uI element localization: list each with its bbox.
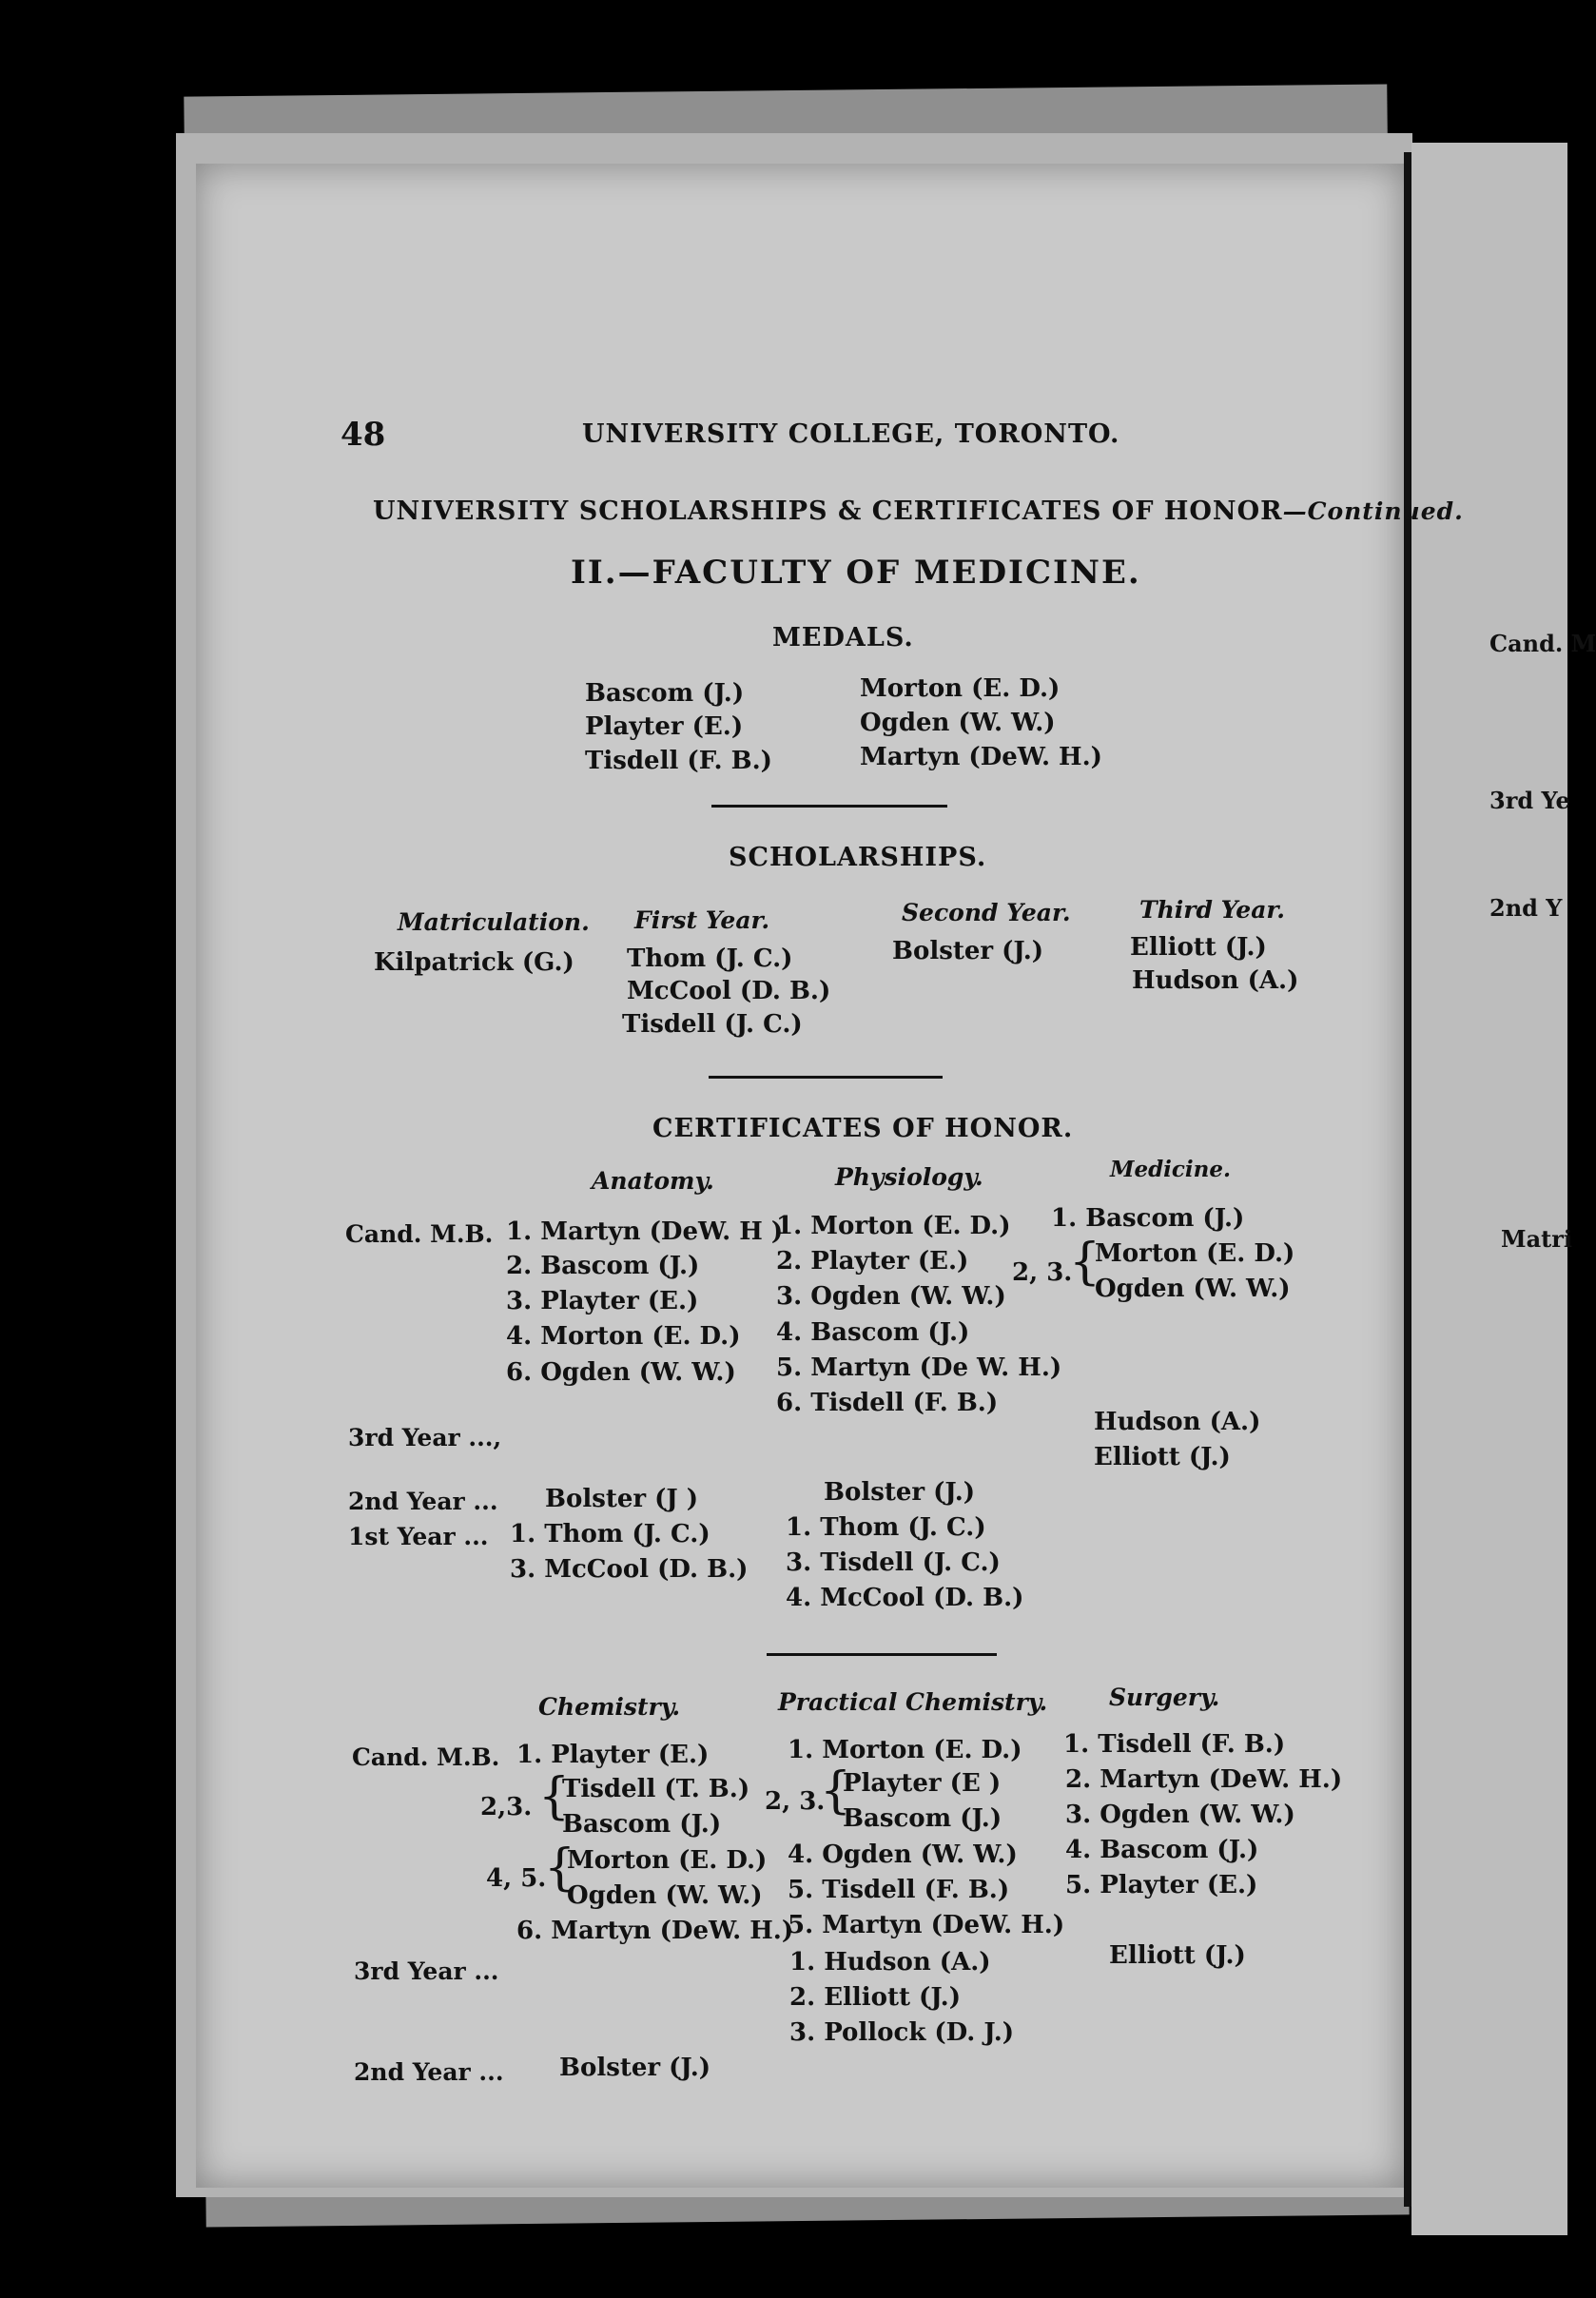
anatomy-entry: 3. McCool (D. B.)	[510, 1555, 749, 1584]
anatomy-entry: Bolster (J )	[545, 1485, 699, 1513]
anatomy-entry: 2. Bascom (J.)	[506, 1252, 700, 1280]
section-title	[373, 498, 1464, 524]
second-year-label: Second Year.	[902, 899, 1071, 926]
subject-surgery: Surgery.	[1109, 1684, 1220, 1711]
physiology-entry: 1. Morton (E. D.)	[776, 1212, 1011, 1240]
adjacent-page-fragment: 2nd Y	[1489, 894, 1563, 922]
chemistry-entry: 1. Playter (E.)	[516, 1741, 710, 1769]
scholar-name: McCool (D. B.)	[627, 977, 831, 1005]
bracket-brace: {	[544, 1840, 576, 1897]
row-label-cand-mb: Cand. M.B.	[345, 1220, 494, 1248]
chemistry-entry: Ogden (W. W.)	[567, 1881, 763, 1910]
surgery-entry: 2. Martyn (DeW. H.)	[1065, 1765, 1343, 1794]
surgery-entry: 1. Tisdell (F. B.)	[1063, 1730, 1286, 1759]
medals-heading: MEDALS.	[772, 623, 914, 652]
physiology-entry: 1. Thom (J. C.)	[786, 1513, 986, 1542]
medicine-entry: Ogden (W. W.)	[1095, 1275, 1291, 1303]
physiology-entry: 4. McCool (D. B.)	[786, 1584, 1024, 1612]
anatomy-entry: 6. Ogden (W. W.)	[506, 1358, 736, 1387]
book-gutter	[1404, 152, 1411, 2207]
adjacent-page	[1411, 143, 1567, 2235]
physiology-entry: 6. Tisdell (F. B.)	[776, 1389, 999, 1417]
medicine-entry: Morton (E. D.)	[1095, 1239, 1295, 1268]
surgery-entry: 4. Bascom (J.)	[1065, 1836, 1259, 1864]
adjacent-page-fragment: Cand. M	[1489, 630, 1596, 657]
subject-physiology: Physiology.	[835, 1163, 983, 1191]
physiology-entry: 3. Ogden (W. W.)	[776, 1282, 1006, 1311]
page-number: 48	[341, 416, 386, 454]
practical-chemistry-entry: Playter (E )	[843, 1769, 1002, 1798]
physiology-entry: 4. Bascom (J.)	[776, 1318, 970, 1347]
scholarships-heading: SCHOLARSHIPS.	[729, 843, 987, 872]
practical-chemistry-entry: 4. Ogden (W. W.)	[788, 1840, 1018, 1869]
chemistry-entry: Bascom (J.)	[562, 1810, 722, 1839]
chemistry-entry: Tisdell (T. B.)	[562, 1775, 750, 1803]
medicine-tie-label: 2, 3.	[1012, 1258, 1073, 1287]
physiology-entry: 5. Martyn (De W. H.)	[776, 1353, 1062, 1382]
medicine-entry: Hudson (A.)	[1094, 1408, 1261, 1436]
scholar-name: Thom (J. C.)	[627, 945, 793, 973]
chemistry-tie-label: 4, 5.	[486, 1864, 547, 1893]
medal-name: Ogden (W. W.)	[860, 709, 1056, 737]
physiology-entry: Bolster (J.)	[824, 1478, 976, 1507]
practical-chemistry-entry: 1. Morton (E. D.)	[788, 1736, 1022, 1764]
first-year-label: First Year.	[634, 906, 770, 934]
physiology-entry: 2. Playter (E.)	[776, 1247, 969, 1276]
scholar-name: Bolster (J.)	[892, 937, 1044, 965]
surgery-entry: 5. Playter (E.)	[1065, 1871, 1258, 1899]
bracket-brace: {	[820, 1762, 852, 1820]
practical-chemistry-entry: 5. Tisdell (F. B.)	[788, 1876, 1010, 1904]
subject-chemistry: Chemistry.	[538, 1693, 681, 1721]
surgery-entry: Elliott (J.)	[1109, 1941, 1246, 1970]
medicine-entry: Elliott (J.)	[1094, 1443, 1231, 1471]
adjacent-page-fragment: Matri	[1501, 1225, 1572, 1253]
certificates-heading: CERTIFICATES OF HONOR.	[652, 1114, 1074, 1143]
chemistry-entry: 6. Martyn (DeW. H.)	[516, 1917, 794, 1945]
scholar-name: Tisdell (J. C.)	[622, 1010, 803, 1039]
row-label-cand-mb: Cand. M.B.	[352, 1743, 500, 1771]
chemistry-entry: Morton (E. D.)	[567, 1846, 768, 1875]
practical-chemistry-entry: 5. Martyn (DeW. H.)	[788, 1911, 1065, 1939]
chemistry-tie-label: 2,3.	[480, 1793, 533, 1821]
practical-tie-label: 2, 3.	[765, 1787, 826, 1816]
surgery-entry: 3. Ogden (W. W.)	[1065, 1801, 1295, 1829]
medal-name: Morton (E. D.)	[860, 674, 1061, 703]
section-continued: —Continued.	[1282, 497, 1464, 525]
practical-chemistry-entry: 1. Hudson (A.)	[789, 1948, 991, 1977]
divider	[767, 1653, 997, 1656]
medal-name: Tisdell (F. B.)	[585, 747, 772, 775]
medicine-entry: 1. Bascom (J.)	[1051, 1204, 1245, 1233]
physiology-entry: 3. Tisdell (J. C.)	[786, 1548, 1001, 1577]
scholar-name: Hudson (A.)	[1132, 966, 1299, 995]
practical-chemistry-entry: Bascom (J.)	[843, 1804, 1002, 1833]
anatomy-entry: 3. Playter (E.)	[506, 1287, 699, 1315]
row-label-3rd-year: 3rd Year ...,	[348, 1424, 502, 1451]
divider	[709, 1076, 943, 1079]
subject-medicine: Medicine.	[1110, 1157, 1232, 1182]
subject-anatomy: Anatomy.	[592, 1167, 714, 1195]
anatomy-entry: 1. Thom (J. C.)	[510, 1520, 710, 1548]
medal-name: Playter (E.)	[585, 712, 744, 741]
practical-chemistry-entry: 3. Pollock (D. J.)	[789, 2018, 1015, 2047]
scholar-name: Elliott (J.)	[1130, 933, 1267, 962]
faculty-title: II.—FACULTY OF MEDICINE.	[571, 554, 1141, 592]
row-label-3rd-year: 3rd Year ...	[354, 1957, 499, 1985]
subject-practical-chemistry: Practical Chemistry.	[778, 1688, 1048, 1716]
anatomy-entry: 4. Morton (E. D.)	[506, 1322, 741, 1351]
medal-name: Martyn (DeW. H.)	[860, 743, 1102, 771]
anatomy-entry: 1. Martyn (DeW. H )	[506, 1217, 784, 1246]
section-title-text: UNIVERSITY SCHOLARSHIPS & CERTIFICATES OF HONOR	[373, 497, 1283, 526]
row-label-1st-year: 1st Year ...	[348, 1523, 489, 1550]
scholar-name: Kilpatrick (G.)	[374, 948, 574, 977]
running-title: UNIVERSITY COLLEGE, TORONTO.	[582, 419, 1120, 449]
divider	[711, 805, 947, 808]
medal-name: Bascom (J.)	[585, 679, 745, 708]
bracket-brace: {	[1069, 1234, 1101, 1291]
bracket-brace: {	[538, 1768, 571, 1825]
matriculation-label: Matriculation.	[398, 908, 590, 936]
practical-chemistry-entry: 2. Elliott (J.)	[789, 1983, 961, 2012]
row-label-2nd-year: 2nd Year ...	[348, 1488, 498, 1515]
third-year-label: Third Year.	[1139, 896, 1285, 924]
adjacent-page-fragment: 3rd Ye	[1489, 787, 1570, 814]
row-label-2nd-year: 2nd Year ...	[354, 2058, 504, 2086]
chemistry-entry: Bolster (J.)	[559, 2054, 711, 2082]
